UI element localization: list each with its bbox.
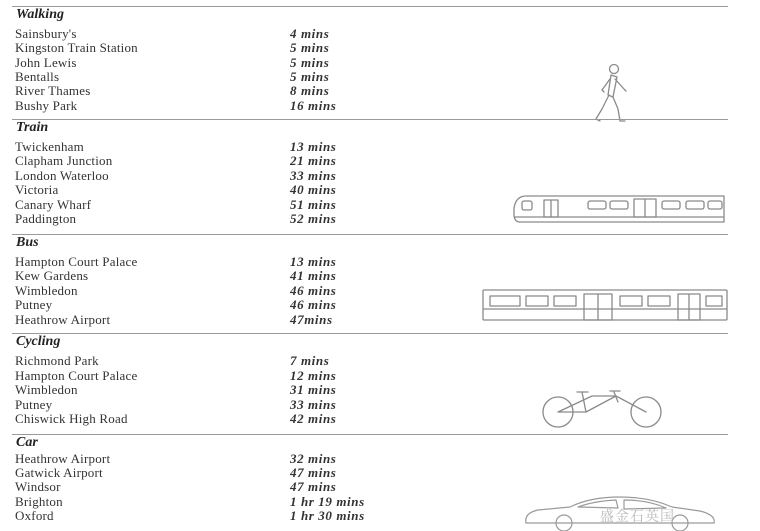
list-item xyxy=(12,398,432,412)
destination-name: London Waterloo xyxy=(15,168,109,183)
destination-name: Hampton Court Palace xyxy=(15,368,138,383)
travel-time: 1 hr 19 mins xyxy=(290,494,365,509)
destination-name: Sainsbury's xyxy=(15,26,77,41)
destination-name: Victoria xyxy=(15,182,59,197)
list-item xyxy=(12,70,432,84)
watermark: 盛金石英国 xyxy=(600,509,675,525)
list-item xyxy=(12,412,432,426)
bicycle-icon xyxy=(538,388,670,428)
travel-time: 12 mins xyxy=(290,368,337,383)
travel-time: 52 mins xyxy=(290,211,337,226)
list-item xyxy=(12,41,432,55)
list-item xyxy=(12,313,432,327)
travel-time: 13 mins xyxy=(290,254,337,269)
destination-name: Windsor xyxy=(15,479,61,494)
travel-time: 13 mins xyxy=(290,139,337,154)
destination-name: Paddington xyxy=(15,211,77,226)
travel-time: 32 mins xyxy=(290,451,337,466)
travel-time: 46 mins xyxy=(290,283,337,298)
travel-time: 51 mins xyxy=(290,197,337,212)
list-item xyxy=(12,298,432,312)
destination-name: Hampton Court Palace xyxy=(15,254,138,269)
list-item xyxy=(12,27,432,41)
travel-time: 4 mins xyxy=(290,26,330,41)
section-walking xyxy=(12,6,728,119)
destination-name: John Lewis xyxy=(15,55,77,70)
destination-name: Gatwick Airport xyxy=(15,465,103,480)
list-item xyxy=(12,269,432,283)
destination-name: Putney xyxy=(15,297,53,312)
section-heading: Car xyxy=(16,435,38,450)
list-item xyxy=(12,255,432,269)
list-item xyxy=(12,354,432,368)
destination-name: Bushy Park xyxy=(15,98,78,113)
list-item xyxy=(12,383,432,397)
destination-name: Brighton xyxy=(15,494,63,509)
travel-time: 42 mins xyxy=(290,411,337,426)
list-item xyxy=(12,480,432,494)
list-item xyxy=(12,56,432,70)
destination-name: Heathrow Airport xyxy=(15,312,111,327)
section-heading: Train xyxy=(16,120,49,135)
section-heading: Bus xyxy=(16,235,39,250)
list-item xyxy=(12,284,432,298)
walking-person-icon xyxy=(584,63,640,125)
list-item xyxy=(12,466,432,480)
destination-name: River Thames xyxy=(15,83,91,98)
travel-time: 47 mins xyxy=(290,465,337,480)
list-item xyxy=(12,84,432,98)
destination-name: Chiswick High Road xyxy=(15,411,128,426)
destination-name: Richmond Park xyxy=(15,353,99,368)
destination-name: Twickenham xyxy=(15,139,84,154)
destination-name: Oxford xyxy=(15,508,54,523)
travel-time: 46 mins xyxy=(290,297,337,312)
destination-name: Clapham Junction xyxy=(15,153,113,168)
list-item xyxy=(12,369,432,383)
section-heading: Cycling xyxy=(16,334,61,349)
travel-time: 8 mins xyxy=(290,83,330,98)
destination-name: Putney xyxy=(15,397,53,412)
travel-time: 7 mins xyxy=(290,353,330,368)
destination-name: Canary Wharf xyxy=(15,197,92,212)
travel-time: 41 mins xyxy=(290,268,337,283)
section-heading: Walking xyxy=(16,7,64,22)
train-icon xyxy=(510,190,728,228)
travel-time: 5 mins xyxy=(290,69,330,84)
travel-time: 5 mins xyxy=(290,40,330,55)
section-bus xyxy=(12,234,728,333)
list-item xyxy=(12,169,432,183)
destination-name: Kew Gardens xyxy=(15,268,89,283)
travel-time: 40 mins xyxy=(290,182,337,197)
destination-name: Wimbledon xyxy=(15,382,78,397)
list-item xyxy=(12,99,432,113)
destination-name: Wimbledon xyxy=(15,283,78,298)
travel-time: 47 mins xyxy=(290,479,337,494)
list-item xyxy=(12,509,432,523)
travel-time: 16 mins xyxy=(290,98,337,113)
destination-name: Kingston Train Station xyxy=(15,40,138,55)
list-item xyxy=(12,183,432,197)
list-item xyxy=(12,212,432,226)
section-cycling xyxy=(12,333,728,434)
list-item xyxy=(12,198,432,212)
list-item xyxy=(12,140,432,154)
section-train xyxy=(12,119,728,234)
travel-time: 21 mins xyxy=(290,153,337,168)
travel-time: 33 mins xyxy=(290,397,337,412)
list-item xyxy=(12,154,432,168)
travel-time: 1 hr 30 mins xyxy=(290,508,365,523)
travel-time: 5 mins xyxy=(290,55,330,70)
travel-time: 31 mins xyxy=(290,382,337,397)
list-item xyxy=(12,495,432,509)
travel-time: 47mins xyxy=(290,312,333,327)
destination-name: Heathrow Airport xyxy=(15,451,111,466)
destination-name: Bentalls xyxy=(15,69,60,84)
list-item xyxy=(12,452,432,466)
travel-time: 33 mins xyxy=(290,168,337,183)
bus-icon xyxy=(480,287,730,325)
